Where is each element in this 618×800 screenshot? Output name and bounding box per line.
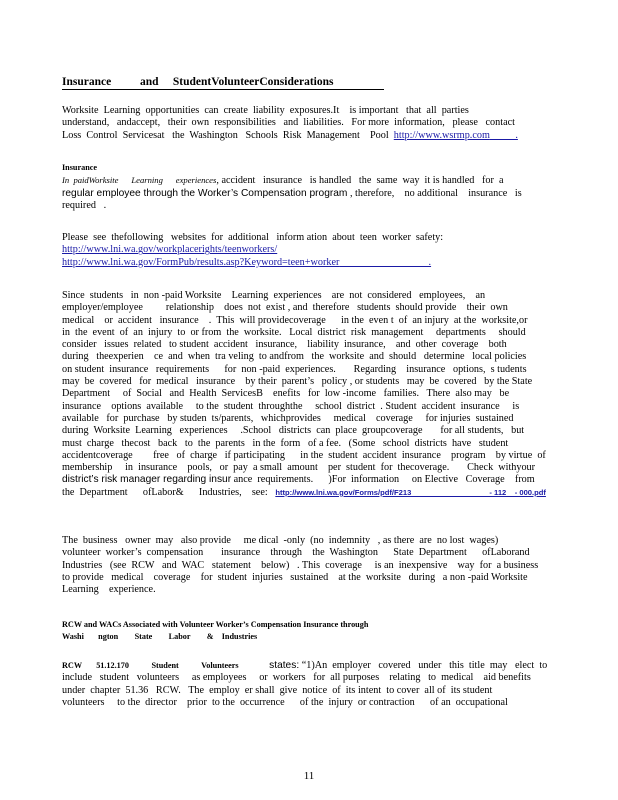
rcw-line: under chapter 51.36 RCW. The employ er shall give notice of its intent to cover all of its student bbox=[62, 684, 493, 696]
unpaid-line: must charge thecost back to the parents in the form of a fee. (Some school districts have student bbox=[62, 437, 509, 449]
unpaid-line: employer/employee relationship does not exist , and therefore students should provide their own bbox=[62, 302, 508, 314]
unpaid-line: consider issues related to student accident insurance, liability insurance, and other coverage both bbox=[62, 339, 507, 351]
insurance-line-rest: , accident insurance is handled the same way it is handled for a bbox=[216, 175, 504, 187]
insurance-line: required . bbox=[62, 199, 107, 211]
rcw-line bbox=[62, 660, 550, 672]
rcw-heading-line: Washi ngton State Labor & Industries bbox=[62, 632, 258, 642]
formpub-link-line: http://www.lni.wa.gov/FormPub/results.asp?Keyword=teen+worker . bbox=[62, 256, 432, 268]
rcw-line: include student volunteers as employees or workers for all purposes relating to medical aid benefits bbox=[62, 672, 531, 684]
wsrmp-link[interactable]: http://www.wsrmp.com bbox=[393, 129, 490, 141]
unpaid-line: Department of Social and Health ServicesB enefits for low -income families. There also may be bbox=[62, 388, 510, 400]
rcw-line-rest: “1)An employer covered under this title may elect to bbox=[299, 660, 548, 671]
business-line: to provide medical coverage for student injuries sustained at the worksite during a non -paid Worksite bbox=[62, 571, 528, 583]
risk-manager-text: district’s risk manager regarding insur bbox=[62, 474, 232, 486]
websites-paragraph bbox=[62, 232, 550, 269]
insurance-paragraph bbox=[62, 162, 550, 212]
intro-line: Worksite Learning opportunities can create liability exposures.It is important that all parties bbox=[62, 105, 469, 116]
business-line: Learning experience. bbox=[62, 584, 156, 596]
f213-pdf-link[interactable]: http://www.lni.wa.gov/Forms/pdf/F213 - 112 - 000.pdf bbox=[275, 487, 546, 497]
unpaid-line: medical or accident insurance . This will providecoverage in the even t of an injury at the worksite,or bbox=[62, 314, 528, 326]
unpaid-line: insurance options available to the student throughthe school district . Student accident insurance is bbox=[62, 400, 520, 412]
rcw-heading-line: RCW and WACs Associated with Volunteer Worker’s Compensation Insurance through bbox=[62, 620, 369, 629]
business-line: Industries (see RCW and WAC statement below) . This coverage is an inexpensive way for a business bbox=[62, 559, 539, 571]
business-line: The business owner may also provide me dical -only (no indemnity , as there are no lost wages) bbox=[62, 535, 499, 546]
business-line: volunteer worker’s compensation insurance through the Washington State Department ofLaborand bbox=[62, 547, 530, 559]
unpaid-line: may be covered for medical insurance by their parent’s policy , or students may be covered by the State bbox=[62, 376, 533, 388]
insurance-line-rest: , therefore, no additional insurance is bbox=[347, 187, 522, 199]
unpaid-line: in the event of an injury to or from the worksite. Local district risk management departments should bbox=[62, 326, 526, 338]
section-title: Insurance and StudentVolunteerConsiderations bbox=[62, 76, 384, 90]
business-paragraph bbox=[62, 535, 550, 596]
unpaid-line bbox=[62, 474, 550, 486]
insurance-heading: Insurance bbox=[62, 163, 98, 172]
intro-line-text: Loss Control Servicesat the Washington Schools Risk Management Pool bbox=[62, 129, 389, 141]
rcw-paragraph bbox=[62, 660, 550, 709]
unpaid-line bbox=[62, 487, 550, 499]
department-text: the Department ofLabor& Industries, see: bbox=[62, 486, 268, 498]
insurance-line bbox=[62, 174, 550, 187]
rcw-citation: RCW 51.12.170 Student Volunteers bbox=[62, 661, 239, 670]
paid-worksite-italic: In paidWorksite Learning experiences bbox=[62, 175, 217, 186]
unpaid-line-rest: ance requirements. )For information on Elective Coverage from bbox=[231, 474, 535, 486]
unpaid-line: available for purchase by studen ts/parents, whichprovides medical coverage for injuries sustained bbox=[62, 412, 514, 424]
page-number: 11 bbox=[303, 770, 315, 782]
intro-line-with-link: Loss Control Servicesat the Washington Schools Risk Management Pool http://www.wsrmp.com . bbox=[62, 129, 518, 141]
unpaid-line: Since students in non -paid Worksite Learning experiences are not considered employees, an bbox=[62, 290, 486, 301]
rcw-heading bbox=[62, 619, 550, 644]
formpub-link[interactable]: http://www.lni.wa.gov/FormPub/results.asp?Keyword=teen+worker bbox=[62, 256, 340, 268]
workers-comp-text: regular employee through the Worker’s Compensation program bbox=[62, 187, 348, 199]
websites-intro: Please see thefollowing websites for additional inform ation about teen worker safety: bbox=[62, 232, 444, 243]
unpaid-line: during Worksite Learning experiences .School districts can place groupcoverage for all students, but bbox=[62, 425, 525, 437]
unpaid-line: on student insurance requirements for non -paid experiences. Regarding insurance options, s tudents bbox=[62, 363, 527, 375]
teenworkers-link[interactable]: http://www.lni.wa.gov/workplacerights/teenworkers/ bbox=[62, 244, 278, 256]
unpaid-line: during theexperien ce and when tra veling to andfrom the worksite and should determine local policies bbox=[62, 351, 527, 363]
intro-line: understand, andaccept, their own responsibilities and liabilities. For more information, please contact bbox=[62, 117, 515, 129]
unpaid-line: membership in insurance pools, or pay a small amount per student for thecoverage. Check withyour bbox=[62, 462, 536, 474]
unpaid-line: accidentcoverage free of charge if participating in the student accident insurance program by virtue of bbox=[62, 449, 546, 461]
unpaid-paragraph bbox=[62, 290, 550, 499]
insurance-line bbox=[62, 188, 550, 200]
states-text: states: bbox=[269, 660, 300, 671]
intro-paragraph bbox=[62, 105, 550, 142]
rcw-line: volunteers to the director prior to the occurrence of the injury or contraction of an occupational bbox=[62, 696, 508, 708]
